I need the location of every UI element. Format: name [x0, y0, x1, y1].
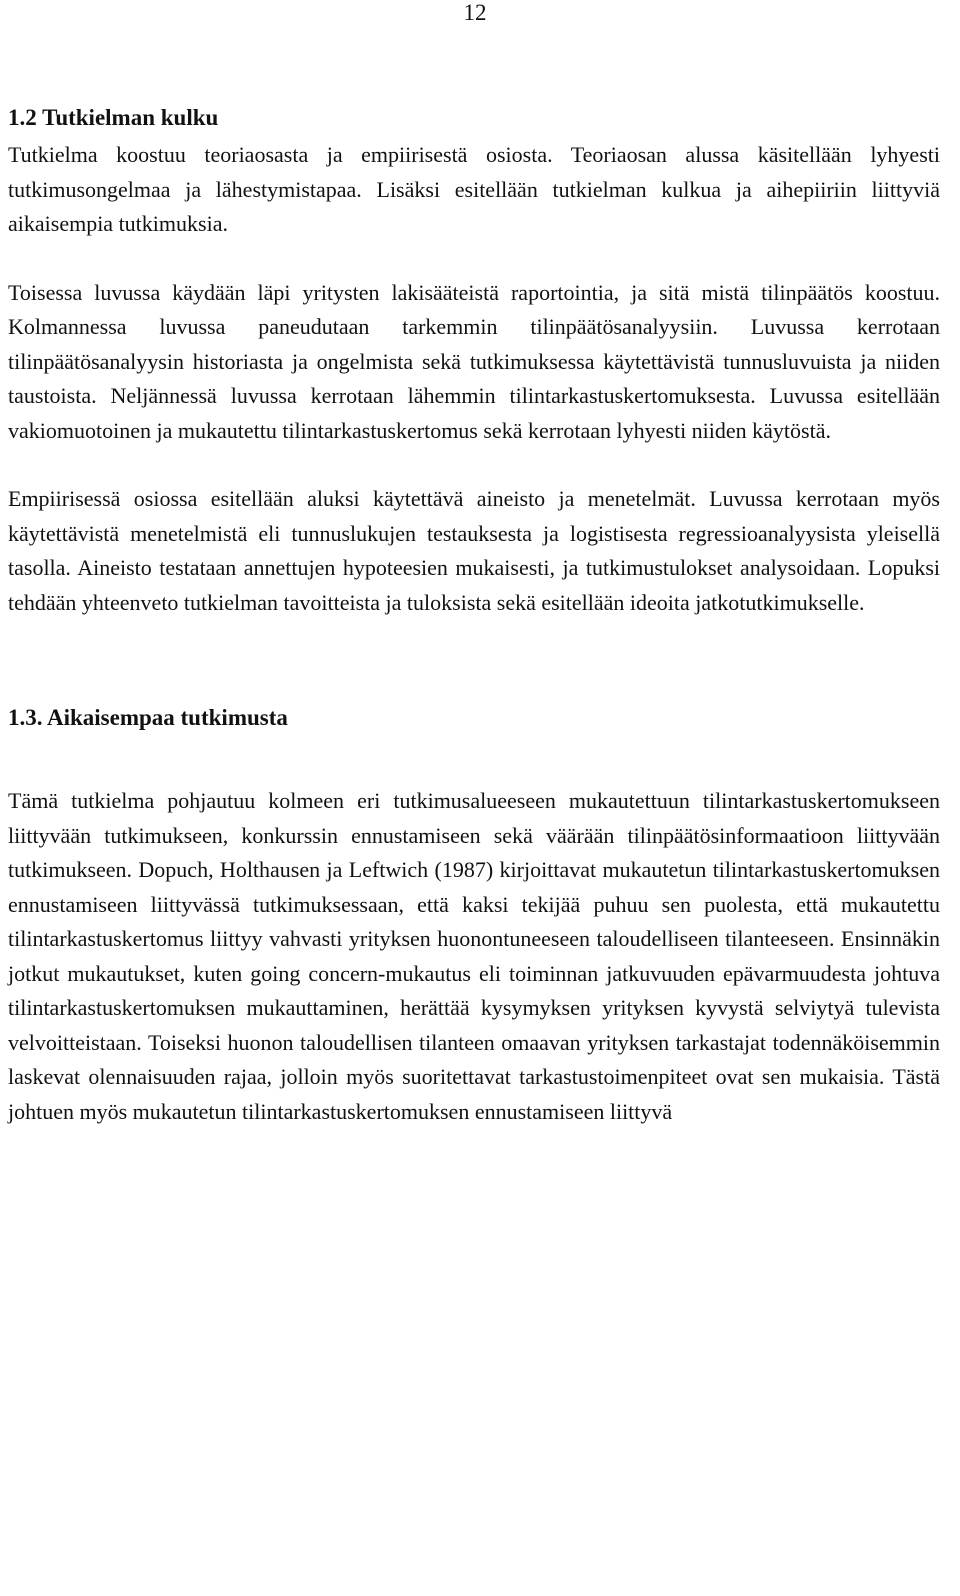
page-number: 12 [463, 0, 487, 25]
paragraph: Tutkielma koostuu teoriaosasta ja empiirisestä osiosta. Teoriaosan alussa käsitellään lyhyesti tutkimusongelmaa ja lähestymistapaa. Lisäksi esitellään tutkielman kulkua ja aihepiiriin liittyviä aikaisempia tutkimuksia. [8, 142, 940, 236]
paragraph: Toisessa luvussa käydään läpi yritysten lakisääteistä raportointia, ja sitä mistä tilinpäätös koostuu. Kolmannessa luvussa paneudutaan tarkemmin tilinpäätösanalyysiin. Luvussa kerrotaan tilinpäätösanalyysin historiasta ja ongelmista sekä tutkimuksessa käytettävistä tunnusluvuista ja niiden taustoista. Neljännessä luvussa kerrotaan lähemmin tilintarkastuskertomuksesta. Luvussa esitellään vakiomuotoinen ja mukautettu tilintarkastuskertomus sekä kerrotaan lyhyesti niiden käytöstä. [8, 279, 940, 443]
document-body [8, 98, 940, 1129]
paragraph: Empiirisessä osiossa esitellään aluksi käytettävä aineisto ja menetelmät. Luvussa kerrotaan myös käytettävistä menetelmistä eli tunnuslukujen testauksesta ja logistisesta regressioanalyysista yleisellä tasolla. Aineisto testataan annettujen hypoteesien mukaisesti, ja tutkimustulokset analysoidaan. Lopuksi tehdään yhteenveto tutkielman tavoitteista ja tuloksista sekä esitellään ideoita jatkotutkimukselle. [8, 486, 940, 615]
section-heading-aikaisempaa-tutkimusta: 1.3. Aikaisempaa tutkimusta [8, 705, 288, 730]
paragraph: Tämä tutkielma pohjautuu kolmeen eri tutkimusalueeseen mukautettuun tilintarkastuskertomukseen liittyvään tutkimukseen, konkurssin ennustamiseen sekä väärään tilinpäätösinformaatioon liittyvään tutkimukseen. Dopuch, Holthausen ja Leftwich (1987) kirjoittavat mukautetun tilintarkastuskertomuksen ennustamiseen liittyvässä tutkimuksessaan, että kaksi tekijää puhuu sen puolesta, että mukautettu tilintarkastuskertomus liittyy vahvasti yrityksen huonontuneeseen taloudelliseen tilanteeseen. Ensinnäkin jotkut mukautukset, kuten going concern-mukautus eli toiminnan jatkuvuuden epävarmuudesta johtuva tilintarkastuskertomuksen mukauttaminen, herättää kysymyksen yrityksen kyvystä selviytyä tulevista velvoitteistaan. Toiseksi huonon taloudellisen tilanteen omaavan yrityksen tarkastajat todennäköisemmin laskevat olennaisuuden rajaa, jolloin myös suoritettavat tarkastustoimenpiteet ovat sen mukaisia. Tästä johtuen myös mukautetun tilintarkastuskertomuksen ennustamiseen liittyvä [8, 788, 940, 1124]
section-heading-tutkielman-kulku: 1.2 Tutkielman kulku [8, 105, 219, 130]
